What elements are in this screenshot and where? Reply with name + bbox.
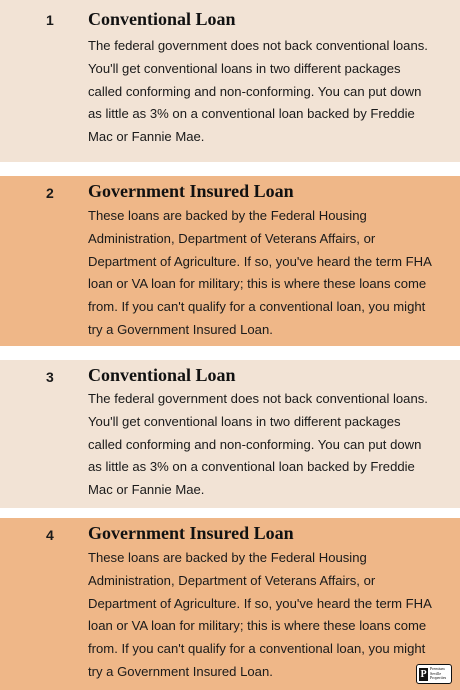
loan-card-1 xyxy=(0,0,460,162)
card-title: Conventional Loan xyxy=(88,365,236,385)
loan-card-4 xyxy=(0,518,460,690)
card-number: 2 xyxy=(46,185,54,201)
loan-card-3 xyxy=(0,360,460,508)
card-number: 3 xyxy=(46,369,54,385)
card-title: Government Insured Loan xyxy=(88,523,294,543)
logo-line: Premium xyxy=(430,666,445,672)
logo-text xyxy=(430,667,446,681)
card-body: These loans are backed by the Federal Housing Administration, Department of Veterans Affairs, or Department of Agriculture. If so, you've heard the term FHA loan or VA loan for military; this is where these loans come from. If you can't qualify for a conventional loan, you might try a Government Insured Loan. xyxy=(88,208,432,337)
card-number: 4 xyxy=(46,527,54,543)
logo-mark-icon: P xyxy=(420,668,427,680)
logo-line: Seville xyxy=(430,670,442,676)
card-title: Government Insured Loan xyxy=(88,181,294,201)
loan-card-2 xyxy=(0,176,460,346)
logo-line: Properties xyxy=(430,675,447,681)
brand-logo xyxy=(416,664,452,684)
card-title: Conventional Loan xyxy=(88,9,236,29)
card-body: The federal government does not back conventional loans. You'll get conventional loans in two different packages called conforming and non-conforming. You can put down as little as 3% on a conventional loan backed by Freddie Mac or Fannie Mae. xyxy=(88,38,428,145)
card-body: These loans are backed by the Federal Housing Administration, Department of Veterans Affairs, or Department of Agriculture. If so, you've heard the term FHA loan or VA loan for military; this is where these loans come from. If you can't qualify for a conventional loan, you might try a Government Insured Loan. xyxy=(88,550,432,679)
card-body: The federal government does not back conventional loans. You'll get conventional loans in two different packages called conforming and non-conforming. You can put down as little as 3% on a conventional loan backed by Freddie Mac or Fannie Mae. xyxy=(88,391,428,498)
card-number: 1 xyxy=(46,12,54,28)
